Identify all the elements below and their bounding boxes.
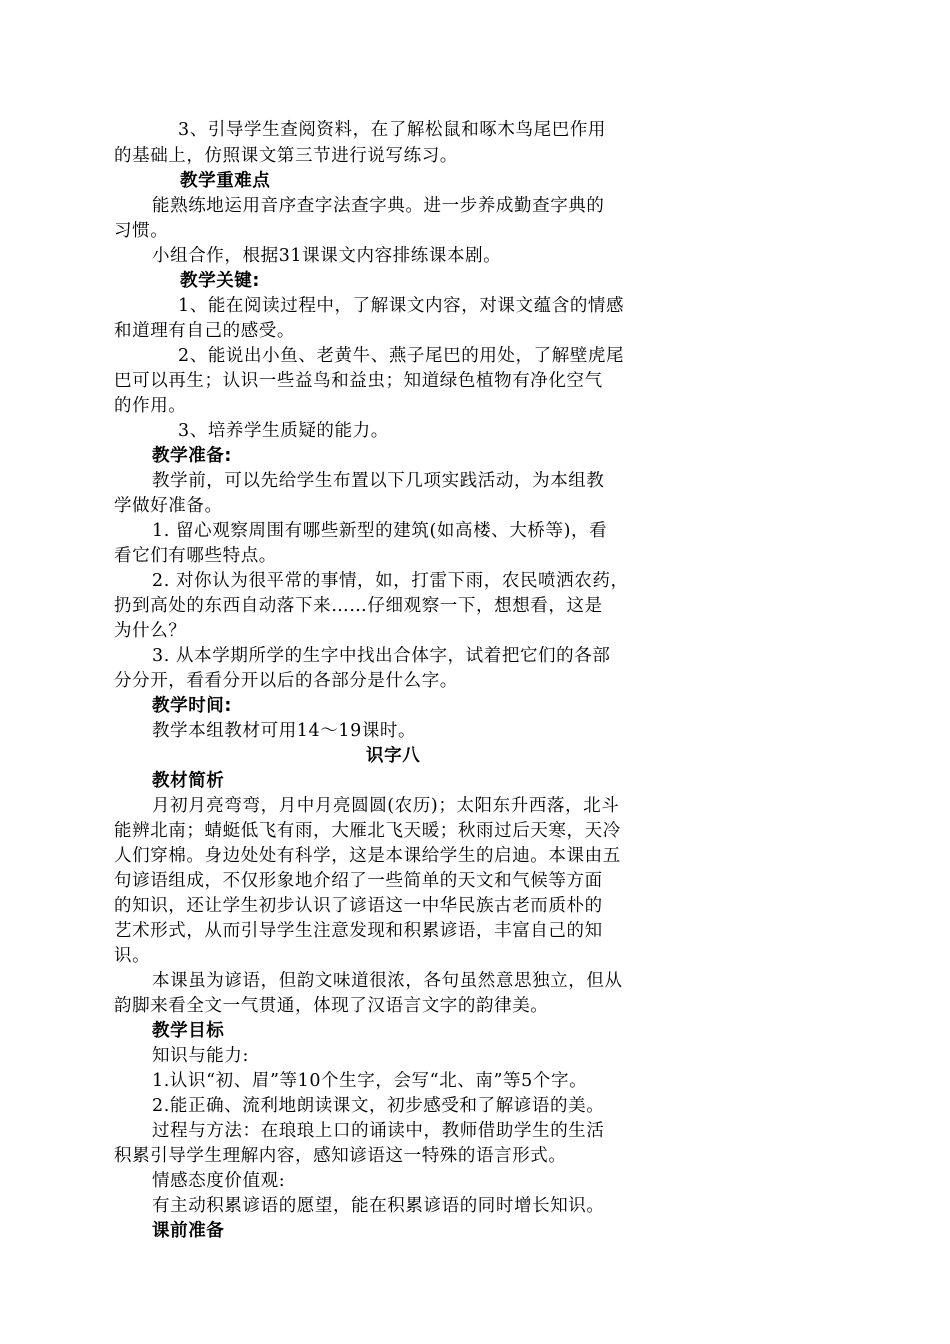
text-line: 扔到高处的东西自动落下来……仔细观察一下，想想看，这是 xyxy=(114,596,603,616)
text-line: 学做好准备。 xyxy=(114,496,223,516)
section-heading: 教学重难点 xyxy=(180,171,271,191)
text-line: 句谚语组成，不仅形象地介绍了一些简单的天文和气候等方面 xyxy=(114,871,603,891)
section-heading: 教学目标 xyxy=(152,1021,225,1041)
text-line: 教学本组教材可用14～19课时。 xyxy=(152,721,417,741)
text-line: 3. 从本学期所学的生字中找出合体字，试着把它们的各部 xyxy=(152,646,611,666)
text-line: 习惯。 xyxy=(114,221,169,241)
section-heading: 教材简析 xyxy=(152,771,225,791)
text-line: 巴可以再生；认识一些益鸟和益虫；知道绿色植物有净化空气 xyxy=(114,371,603,391)
text-line: 人们穿棉。身边处处有科学，这是本课给学生的启迪。本课由五 xyxy=(114,846,621,866)
lesson-title: 识字八 xyxy=(366,746,421,766)
text-line: 3、培养学生质疑的能力。 xyxy=(178,421,389,441)
text-line: 识。 xyxy=(114,946,151,966)
section-heading: 教学时间: xyxy=(152,696,232,716)
text-line: 情感态度价值观: xyxy=(152,1171,286,1191)
text-line: 的作用。 xyxy=(114,396,187,416)
text-line: 1、能在阅读过程中，了解课文内容，对课文蕴含的情感 xyxy=(178,296,625,316)
text-line: 的知识，还让学生初步认识了谚语这一中华民族古老而质朴的 xyxy=(114,896,603,916)
text-line: 教学前，可以先给学生布置以下几项实践活动，为本组教 xyxy=(152,471,605,491)
text-line: 本课虽为谚语，但韵文味道很浓，各句虽然意思独立，但从 xyxy=(152,971,623,991)
text-line: 2、能说出小鱼、老黄牛、燕子尾巴的用处，了解壁虎尾 xyxy=(178,346,625,366)
section-heading: 教学关键: xyxy=(180,271,260,291)
section-heading: 课前准备 xyxy=(152,1221,225,1241)
text-line: 过程与方法：在琅琅上口的诵读中，教师借助学生的生活 xyxy=(152,1121,605,1141)
text-line: 艺术形式，从而引导学生注意发现和积累谚语，丰富自己的知 xyxy=(114,921,603,941)
text-line: 小组合作，根据31课课文内容排练课本剧。 xyxy=(152,246,502,266)
text-line: 积累引导学生理解内容，感知谚语这一特殊的语言形式。 xyxy=(114,1146,567,1166)
text-line: 月初月亮弯弯，月中月亮圆圆(农历)；太阳东升西落，北斗 xyxy=(152,796,620,816)
text-line: 2.能正确、流利地朗读课文，初步感受和了解谚语的美。 xyxy=(152,1096,605,1116)
text-line: 1. 留心观察周围有哪些新型的建筑(如高楼、大桥等)，看 xyxy=(152,521,608,541)
text-line: 和道理有自己的感受。 xyxy=(114,321,295,341)
text-line: 为什么？ xyxy=(114,621,187,641)
text-line: 3、引导学生查阅资料，在了解松鼠和啄木鸟尾巴作用 xyxy=(178,120,607,140)
text-line: 能熟练地运用音序查字法查字典。进一步养成勤查字典的 xyxy=(152,196,605,216)
text-line: 韵脚来看全文一气贯通，体现了汉语言文字的韵律美。 xyxy=(114,996,549,1016)
text-line: 知识与能力: xyxy=(152,1046,249,1066)
text-line: 能辨北南；蜻蜓低飞有雨，大雁北飞天暖；秋雨过后天寒，天冷 xyxy=(114,821,621,841)
text-line: 看它们有哪些特点。 xyxy=(114,546,277,566)
text-line: 的基础上，仿照课文第三节进行说写练习。 xyxy=(114,146,458,166)
text-line: 2. 对你认为很平常的事情，如，打雷下雨，农民喷洒农药， xyxy=(152,571,629,591)
text-line: 分分开，看看分开以后的各部分是什么字。 xyxy=(114,671,458,691)
section-heading: 教学准备: xyxy=(152,446,232,466)
text-line: 1.认识“初、眉”等10个生字，会写“北、南”等5个字。 xyxy=(152,1071,588,1091)
text-line: 有主动积累谚语的愿望，能在积累谚语的同时增长知识。 xyxy=(152,1196,605,1216)
